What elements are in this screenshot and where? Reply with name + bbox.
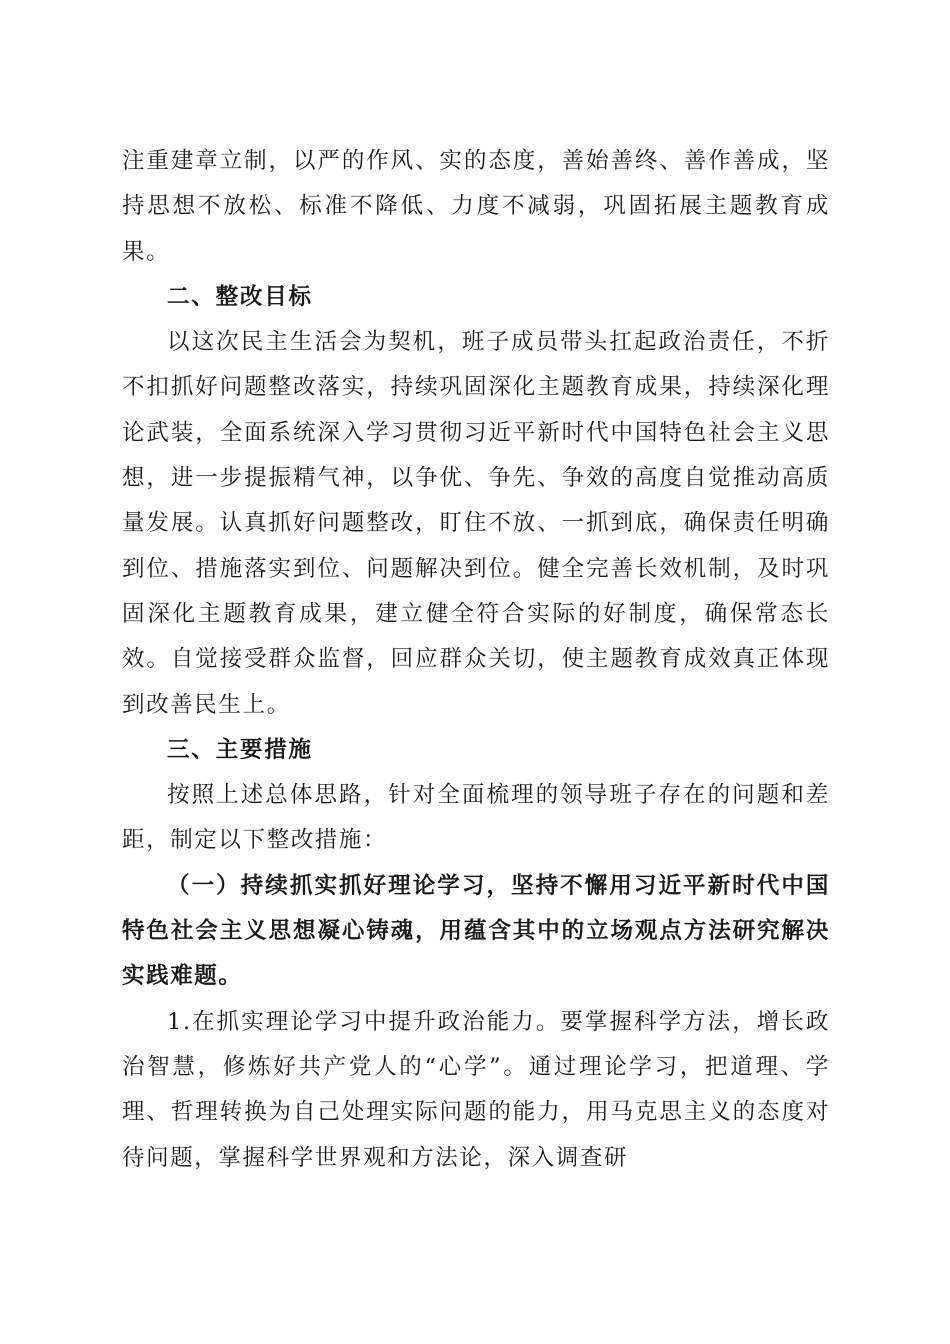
section-heading-goals: 二、整改目标 — [167, 283, 313, 310]
subsection-heading-theory-study: （一）持续抓实抓好理论学习，坚持不懈用习近平新时代中国特色社会主义思想凝心铸魂，用蕴含其中的立场观点方法研究解决实践难题。 — [122, 872, 830, 990]
paragraph-continued: 注重建章立制，以严的作风、实的态度，善始善终、善作善成，坚持思想不放松、标准不降低、力度不减弱，巩固拓展主题教育成果。 — [122, 148, 830, 265]
section-heading-measures: 三、主要措施 — [167, 736, 313, 763]
paragraph-goals: 以这次民主生活会为契机，班子成员带头扛起政治责任，不折不扣抓好问题整改落实，持续巩固深化主题教育成果，持续深化理论武装，全面系统深入学习贯彻习近平新时代中国特色社会主义思想，进一步提振精气神，以争优、争先、争效的高度自觉推动高质量发展。认真抓好问题整改，盯住不放、一抓到底，确保责任明确到位、措施落实到位、问题解决到位。健全完善长效机制，及时巩固深化主题教育成果，建立健全符合实际的好制度，确保常态长效。自觉接受群众监督，回应群众关切，使主题教育成效真正体现到改善民生上。 — [122, 329, 830, 718]
paragraph-measures-intro: 按照上述总体思路，针对全面梳理的领导班子存在的问题和差距，制定以下整改措施： — [122, 782, 830, 854]
paragraph-item-1: 1.在抓实理论学习中提升政治能力。要掌握科学方法，增长政治智慧，修炼好共产党人的“心学”。通过理论学习，把道理、学理、哲理转换为自己处理实际问题的能力，用马克思主义的态度对待问题，掌握科学世界观和方法论，深入调查研 — [122, 1008, 830, 1171]
document-body — [122, 139, 830, 1181]
